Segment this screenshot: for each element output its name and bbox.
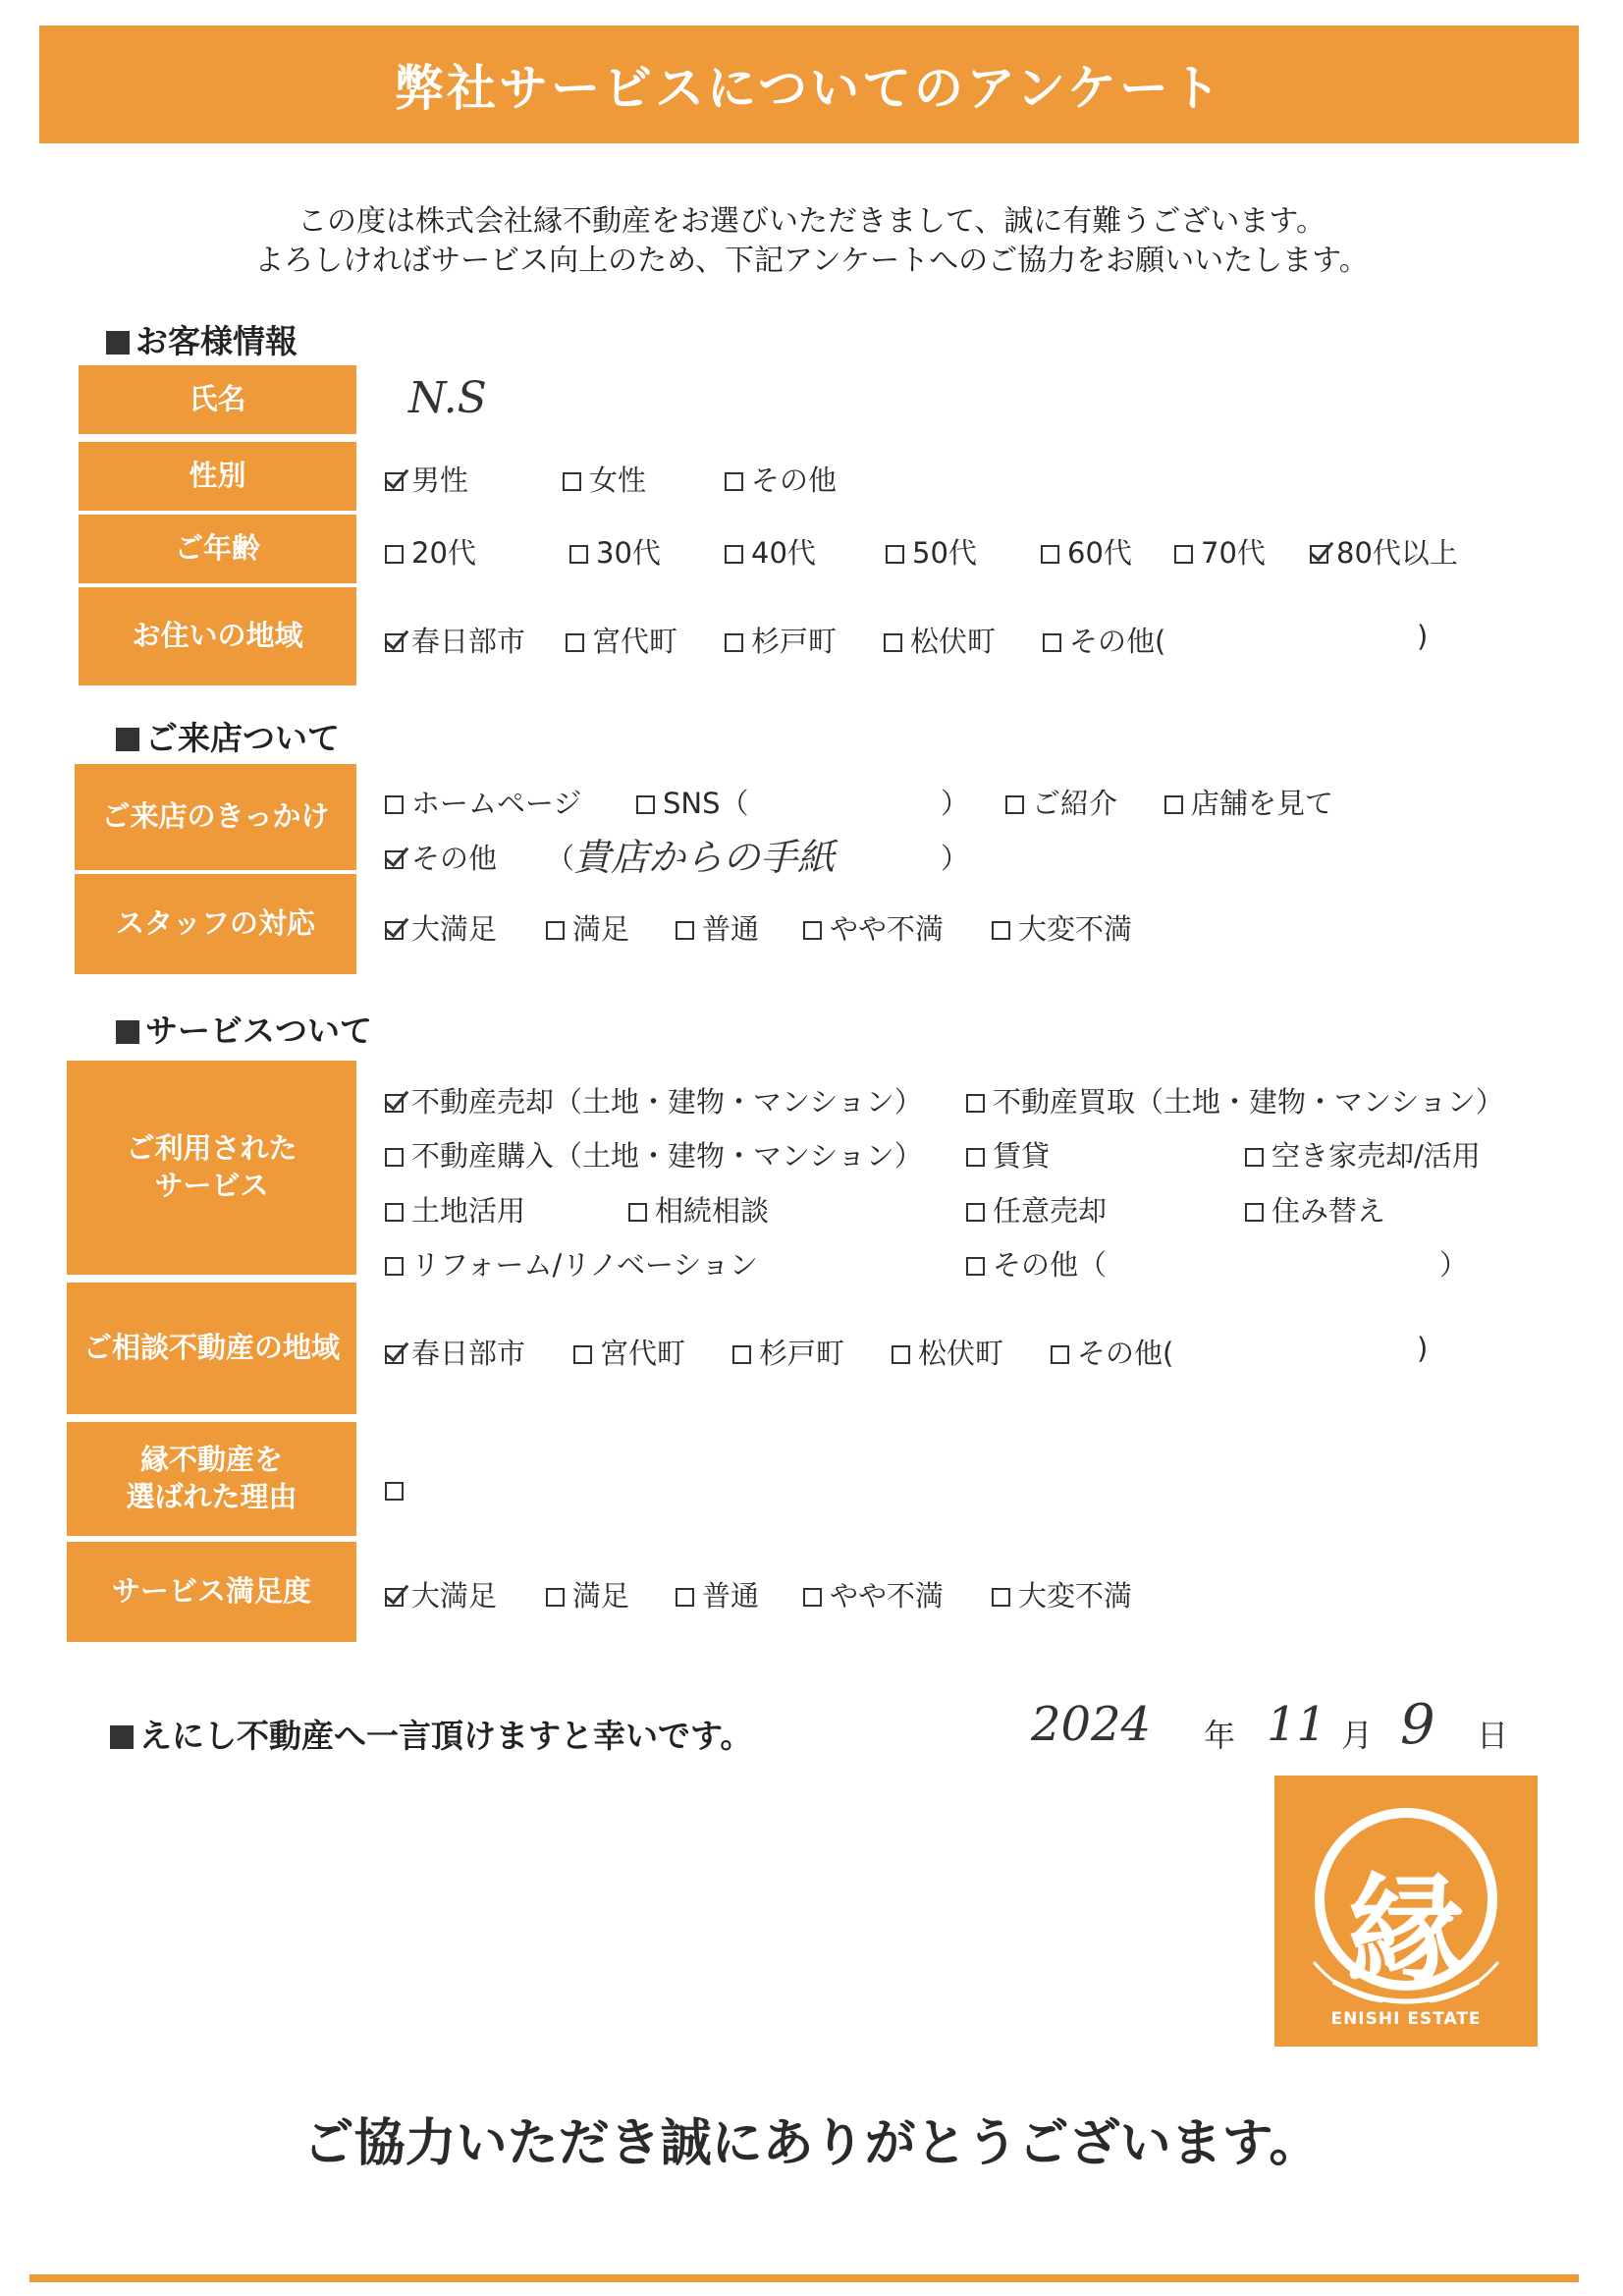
checkbox-icon [992, 921, 1010, 940]
reason-label-line2: 選ばれた理由 [126, 1480, 298, 1513]
service-inheritance[interactable]: 相続相談 [628, 1189, 769, 1230]
gender-label: 性別 [79, 442, 356, 511]
title-banner [39, 26, 1579, 143]
checkbox-icon [886, 545, 904, 564]
age-80s-plus[interactable]: 80代以上 [1310, 531, 1458, 572]
checkbox-icon [385, 545, 404, 564]
intro-line-1: この度は株式会社縁不動産をお選びいただきまして、誠に有難うございます。 [298, 204, 1325, 239]
checkbox-icon [385, 1482, 404, 1501]
checkbox-icon [1164, 795, 1183, 814]
residence-other[interactable]: その他( [1043, 620, 1165, 660]
service-voluntary-sale[interactable]: 任意売却 [966, 1189, 1107, 1230]
checkbox-icon [676, 1588, 694, 1607]
checkbox-icon [966, 1203, 985, 1222]
comment-heading: えにし不動産へ一言頂けますと幸いです。 [110, 1711, 752, 1757]
checkbox-icon [1005, 795, 1024, 814]
checkbox-icon [546, 921, 565, 940]
checkbox-icon [385, 472, 404, 491]
checkbox-icon [546, 1588, 565, 1607]
checkbox-icon [385, 1257, 404, 1276]
checkbox-icon [892, 1345, 910, 1364]
date-month-unit: 月 [1341, 1717, 1374, 1754]
logo-text: ENISHI ESTATE [1330, 2009, 1482, 2029]
checkbox-icon [1041, 545, 1059, 564]
service-vacant-house[interactable]: 空き家売却/活用 [1245, 1134, 1481, 1175]
trigger-homepage[interactable]: ホームページ [385, 782, 581, 822]
satisfaction-label: サービス満足度 [67, 1542, 356, 1642]
checkbox-icon [385, 1345, 404, 1364]
page-title: 弊社サービスについてのアンケート [395, 60, 1223, 117]
checkbox-icon [992, 1588, 1010, 1607]
age-30s[interactable]: 30代 [569, 531, 661, 572]
checkbox-icon [803, 1588, 822, 1607]
section-visit-heading: ご来店ついて [116, 713, 340, 759]
checkbox-icon [385, 1203, 404, 1222]
checkbox-icon [966, 1257, 985, 1276]
staff-neutral[interactable]: 普通 [676, 907, 759, 948]
staff-somewhat-dissatisfied[interactable]: やや不満 [803, 907, 944, 948]
service-renovation[interactable]: リフォーム/リノベーション [385, 1243, 758, 1284]
checkbox-icon [884, 633, 902, 652]
residence-sugito[interactable]: 杉戸町 [725, 620, 837, 660]
age-40s[interactable]: 40代 [725, 531, 816, 572]
service-relocation[interactable]: 住み替え [1245, 1189, 1385, 1230]
trigger-other[interactable]: その他 [385, 837, 497, 877]
checkbox-icon [563, 472, 581, 491]
checkbox-icon [566, 633, 584, 652]
residence-matsubushi[interactable]: 松伏町 [884, 620, 996, 660]
thanks-message: ご協力いただき誠にありがとうございます。 [302, 2114, 1321, 2173]
section-customer-heading: お客様情報 [106, 316, 298, 362]
age-70s[interactable]: 70代 [1174, 531, 1266, 572]
checkbox-icon [676, 921, 694, 940]
residence-miyashiro[interactable]: 宮代町 [566, 620, 677, 660]
date-year-unit: 年 [1204, 1717, 1236, 1754]
trigger-storefront[interactable]: 店舗を見て [1164, 782, 1333, 822]
staff-response-label: スタッフの対応 [75, 874, 356, 974]
checkbox-icon [385, 1094, 404, 1113]
checkbox-icon [1310, 545, 1328, 564]
gender-female[interactable]: 女性 [563, 459, 646, 499]
consult-area-sugito[interactable]: 杉戸町 [732, 1332, 844, 1372]
service-purchase[interactable]: 不動産購入（土地・建物・マンション） [385, 1134, 923, 1175]
satisfaction-satisfied[interactable]: 満足 [546, 1574, 629, 1614]
checkbox-icon [385, 795, 404, 814]
consult-area-other-close: ) [1417, 1332, 1429, 1365]
name-field[interactable]: N.S [408, 373, 487, 423]
checkbox-icon [725, 545, 743, 564]
checkbox-icon [1245, 1148, 1264, 1167]
visit-trigger-label: ご来店のきっかけ [75, 764, 356, 870]
service-rental[interactable]: 賃貸 [966, 1134, 1050, 1175]
trigger-other-open: （ [546, 842, 575, 875]
checkbox-icon [725, 472, 743, 491]
consult-area-miyashiro[interactable]: 宮代町 [573, 1332, 685, 1372]
checkbox-icon [1051, 1345, 1069, 1364]
staff-very-satisfied[interactable]: 大満足 [385, 907, 497, 948]
checkbox-icon [385, 633, 404, 652]
age-label: ご年齢 [79, 515, 356, 583]
checkbox-icon [966, 1148, 985, 1167]
service-buyout[interactable]: 不動産買取（土地・建物・マンション） [966, 1080, 1504, 1121]
age-20s[interactable]: 20代 [385, 531, 476, 572]
satisfaction-very-satisfied[interactable]: 大満足 [385, 1574, 497, 1614]
date-year[interactable]: 2024 [1031, 1697, 1152, 1752]
checkbox-icon [385, 850, 404, 869]
checkbox-icon [966, 1094, 985, 1113]
trigger-sns-close: ） [941, 787, 970, 820]
gender-male[interactable]: 男性 [385, 459, 468, 499]
logo-glyph: 縁 [1347, 1861, 1465, 1999]
satisfaction-very-dissatisfied[interactable]: 大変不満 [992, 1574, 1132, 1614]
reason-label-line1: 縁不動産を [139, 1443, 283, 1477]
checkbox-icon [1245, 1203, 1264, 1222]
service-sale[interactable]: 不動産売却（土地・建物・マンション） [385, 1080, 923, 1121]
service-other[interactable]: その他（ [966, 1243, 1107, 1284]
residence-other-close: ) [1417, 620, 1429, 653]
satisfaction-somewhat-dissatisfied[interactable]: やや不満 [803, 1574, 944, 1614]
date-day[interactable]: 9 [1400, 1693, 1435, 1757]
consult-area-matsubushi[interactable]: 松伏町 [892, 1332, 1003, 1372]
checkbox-icon [636, 795, 655, 814]
used-service-label-line1: ご利用された [126, 1131, 298, 1166]
service-other-close: ） [1439, 1248, 1469, 1282]
age-50s[interactable]: 50代 [886, 531, 977, 572]
trigger-referral[interactable]: ご紹介 [1005, 782, 1117, 822]
name-label: 氏名 [79, 365, 356, 434]
residence-kasukabe[interactable]: 春日部市 [385, 620, 525, 660]
trigger-other-field[interactable]: 貴店からの手紙 [573, 836, 836, 879]
consult-area-kasukabe[interactable]: 春日部市 [385, 1332, 525, 1372]
checkbox-icon [732, 1345, 751, 1364]
trigger-other-close: ） [941, 842, 970, 875]
checkbox-icon [385, 921, 404, 940]
age-60s[interactable]: 60代 [1041, 531, 1132, 572]
reason-checkbox[interactable] [385, 1473, 411, 1506]
used-service-label [67, 1061, 356, 1275]
checkbox-icon [725, 633, 743, 652]
checkbox-icon [1043, 633, 1061, 652]
section-service-heading: サービスついて [116, 1006, 372, 1052]
date-month[interactable]: 11 [1267, 1697, 1327, 1752]
consult-area-other[interactable]: その他( [1051, 1332, 1173, 1372]
reason-label [67, 1422, 356, 1536]
used-service-label-line2: サービス [154, 1169, 269, 1202]
company-logo [1274, 1776, 1538, 2047]
service-land-use[interactable]: 土地活用 [385, 1189, 525, 1230]
checkbox-icon [803, 921, 822, 940]
checkbox-icon [385, 1148, 404, 1167]
consult-area-label: ご相談不動産の地域 [67, 1283, 356, 1414]
staff-satisfied[interactable]: 満足 [546, 907, 629, 948]
satisfaction-neutral[interactable]: 普通 [676, 1574, 759, 1614]
footer-divider [29, 2274, 1579, 2282]
checkbox-icon [569, 545, 588, 564]
intro-line-2: よろしければサービス向上のため、下記アンケートへのご協力をお願いいたします。 [254, 244, 1369, 278]
residence-label: お住いの地域 [79, 587, 356, 685]
date-day-unit: 日 [1477, 1717, 1509, 1754]
checkbox-icon [628, 1203, 647, 1222]
checkbox-icon [573, 1345, 592, 1364]
trigger-sns[interactable]: SNS（ [636, 782, 749, 822]
checkbox-icon [1174, 545, 1193, 564]
gender-other[interactable]: その他 [725, 459, 837, 499]
checkbox-icon [385, 1588, 404, 1607]
staff-very-dissatisfied[interactable]: 大変不満 [992, 907, 1132, 948]
